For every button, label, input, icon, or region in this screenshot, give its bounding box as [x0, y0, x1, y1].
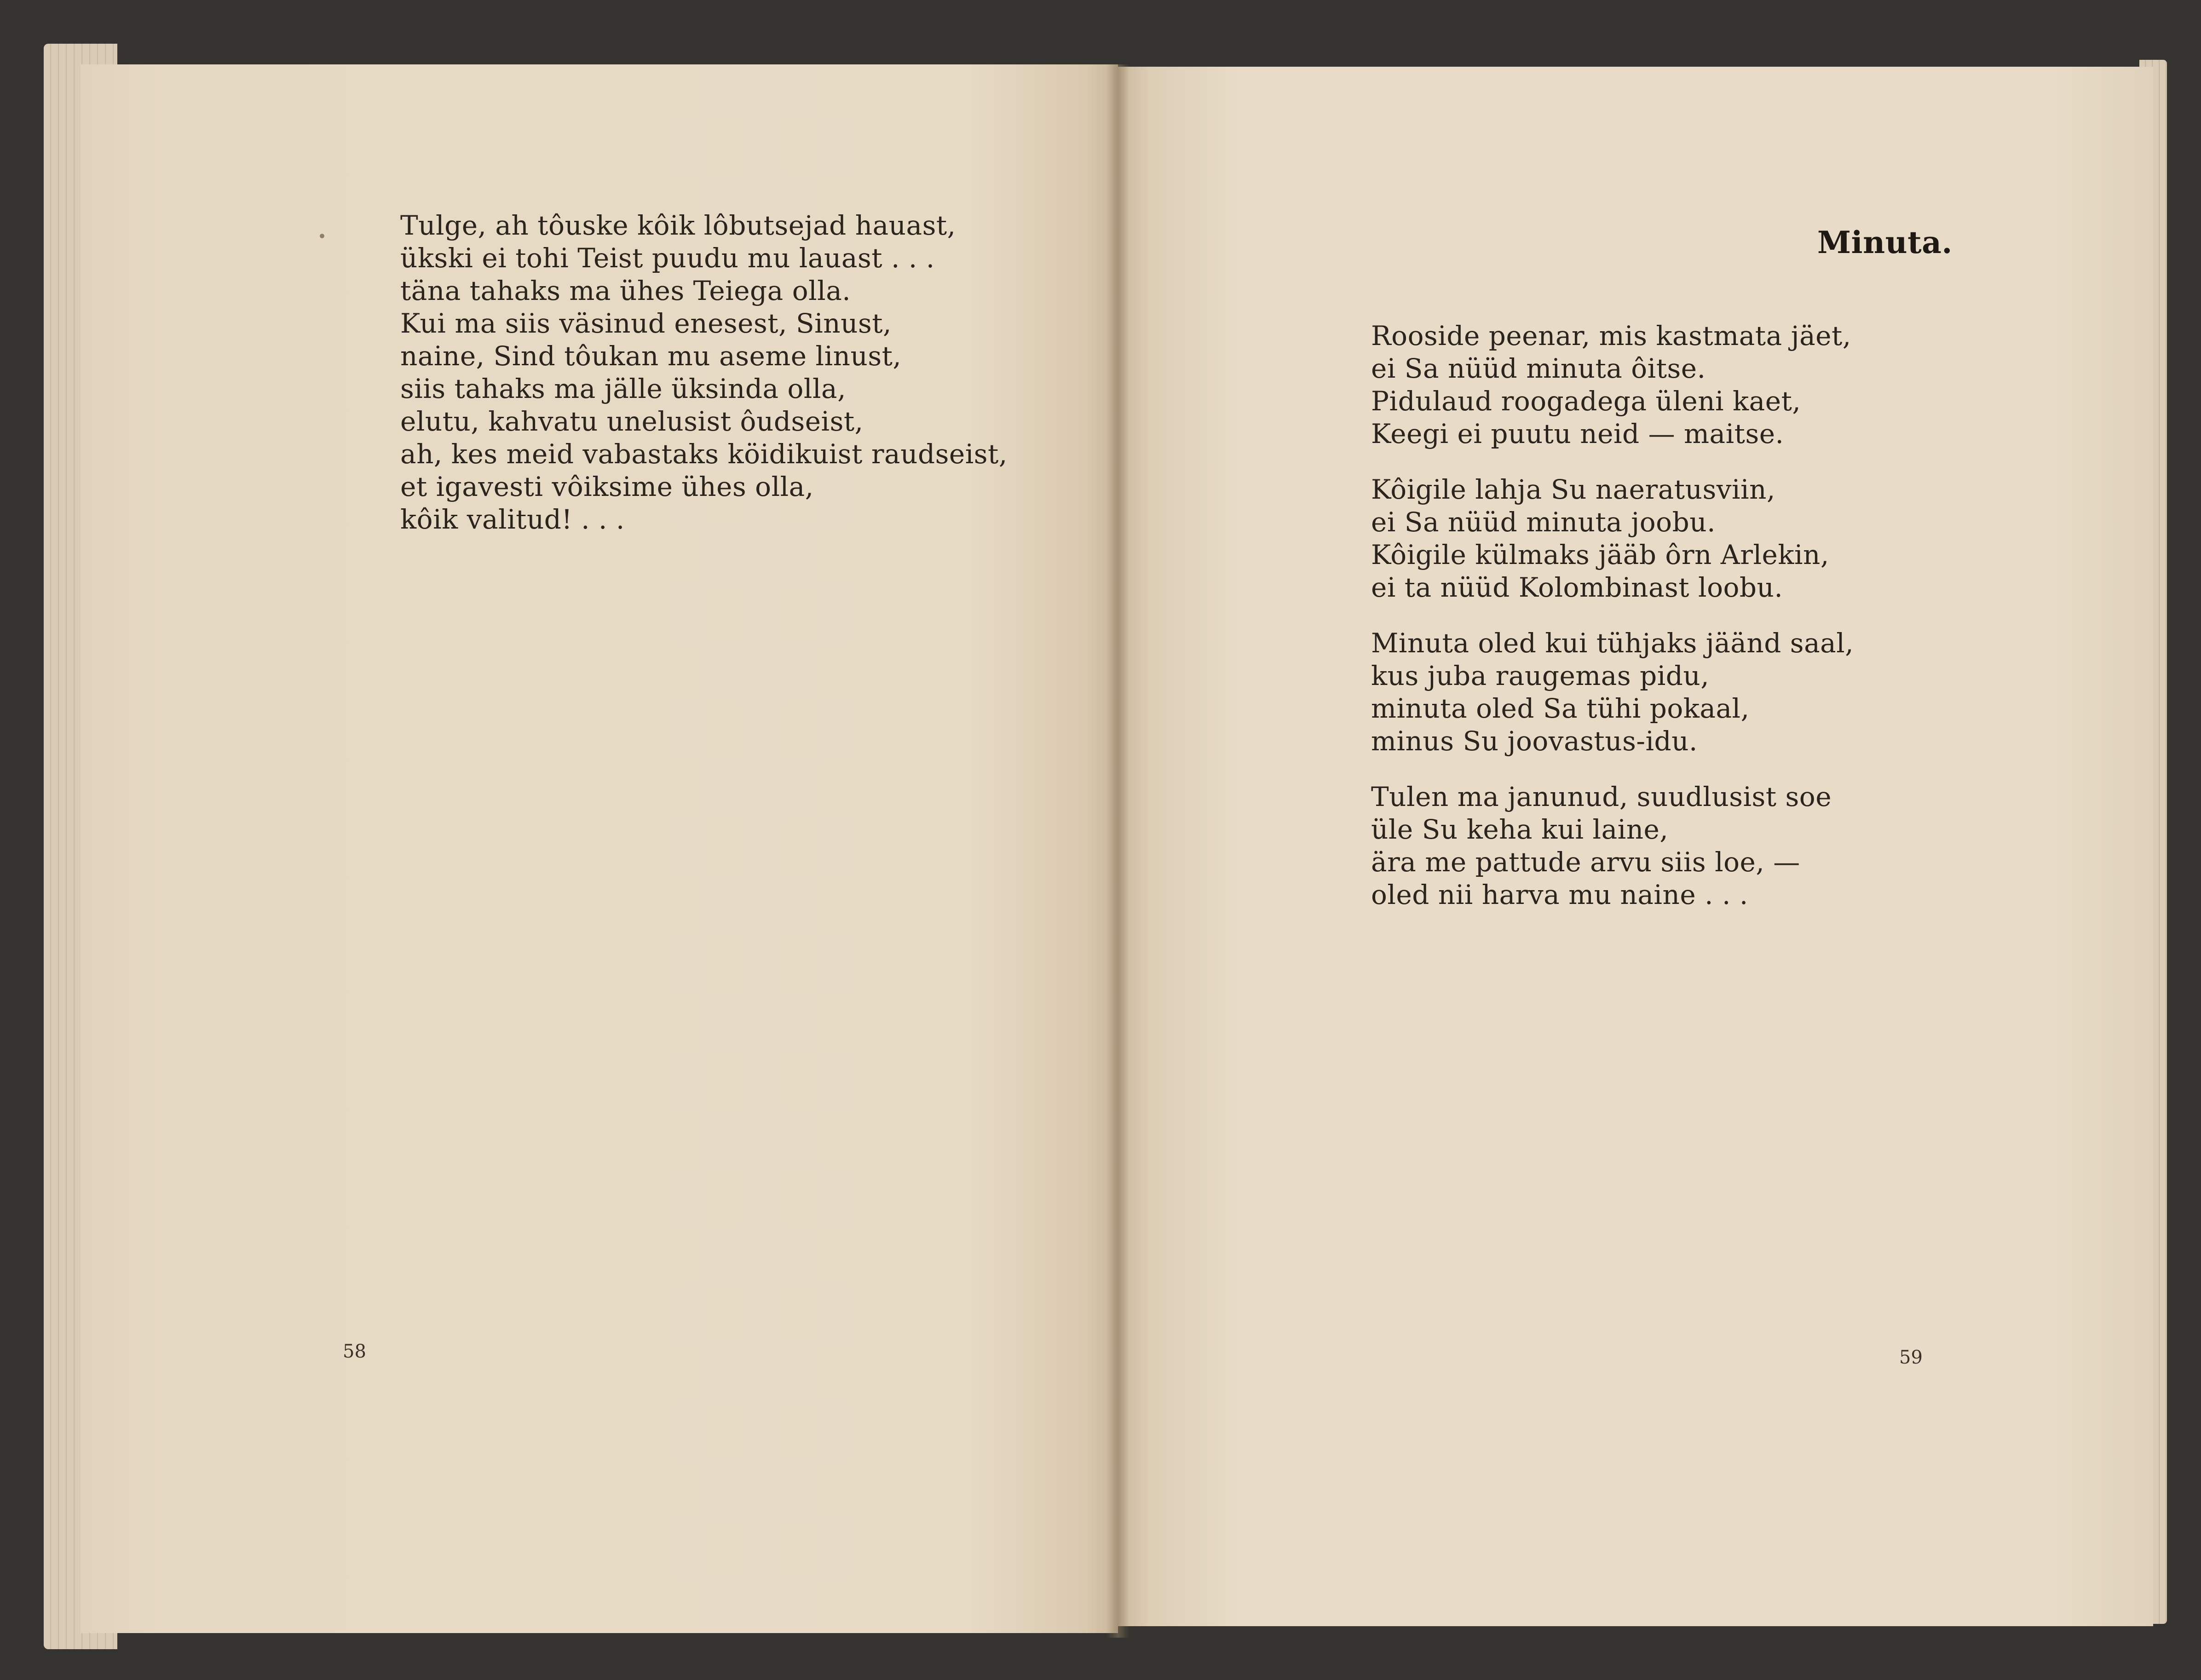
- poem-line: minus Su joovastus-idu.: [1371, 725, 1698, 757]
- poem-line: üle Su keha kui laine,: [1371, 814, 1669, 845]
- poem-line: naine, Sind tôukan mu aseme linust,: [400, 340, 902, 372]
- poem-line: ei Sa nüüd minuta joobu.: [1371, 506, 1716, 538]
- book-gutter: [1106, 64, 1129, 1638]
- poem-line: täna tahaks ma ühes Teiega olla.: [400, 275, 851, 306]
- poem-line: minuta oled Sa tühi pokaal,: [1371, 693, 1750, 724]
- poem-line: Kôigile lahja Su naeratusviin,: [1371, 474, 1775, 505]
- page-number-right: 59: [1899, 1347, 1923, 1368]
- poem-line: elutu, kahvatu unelusist ôudseist,: [400, 406, 864, 437]
- poem-line: ükski ei tohi Teist puudu mu lauast . . .: [400, 242, 935, 274]
- poem-line: ära me pattude arvu siis loe, —: [1371, 846, 1800, 878]
- ink-speck: [320, 234, 324, 238]
- poem-title: Minuta.: [1817, 224, 1953, 260]
- poem-line: Kui ma siis väsinud enesest, Sinust,: [400, 308, 892, 339]
- stanza: [1371, 473, 1854, 604]
- poem-line: et igavesti vôiksime ühes olla,: [400, 471, 814, 502]
- stanza: [1371, 320, 1854, 450]
- left-poem: [400, 209, 1008, 536]
- poem-line: kus juba raugemas pidu,: [1371, 660, 1710, 691]
- poem-line: ah, kes meid vabastaks köidikuist raudseist,: [400, 438, 1008, 470]
- right-poem: [1371, 320, 1854, 934]
- poem-line: Rooside peenar, mis kastmata jäet,: [1371, 320, 1851, 351]
- poem-line: siis tahaks ma jälle üksinda olla,: [400, 373, 847, 404]
- page-number-left: 58: [343, 1341, 366, 1362]
- stanza: [1371, 781, 1854, 911]
- poem-line: ei Sa nüüd minuta ôitse.: [1371, 353, 1706, 384]
- poem-line: Tulge, ah tôuske kôik lôbutsejad hauast,: [400, 210, 956, 241]
- poem-line: Pidulaud roogadega üleni kaet,: [1371, 385, 1801, 417]
- poem-line: Keegi ei puutu neid — maitse.: [1371, 418, 1784, 449]
- poem-line: Kôigile külmaks jääb ôrn Arlekin,: [1371, 539, 1829, 570]
- poem-line: Tulen ma janunud, suudlusist soe: [1371, 781, 1832, 812]
- poem-line: ei ta nüüd Kolombinast loobu.: [1371, 572, 1783, 603]
- poem-line: oled nii harva mu naine . . .: [1371, 879, 1748, 910]
- poem-line: kôik valitud! . . .: [400, 504, 625, 535]
- poem-line: Minuta oled kui tühjaks jäänd saal,: [1371, 627, 1854, 659]
- stanza: [1371, 627, 1854, 758]
